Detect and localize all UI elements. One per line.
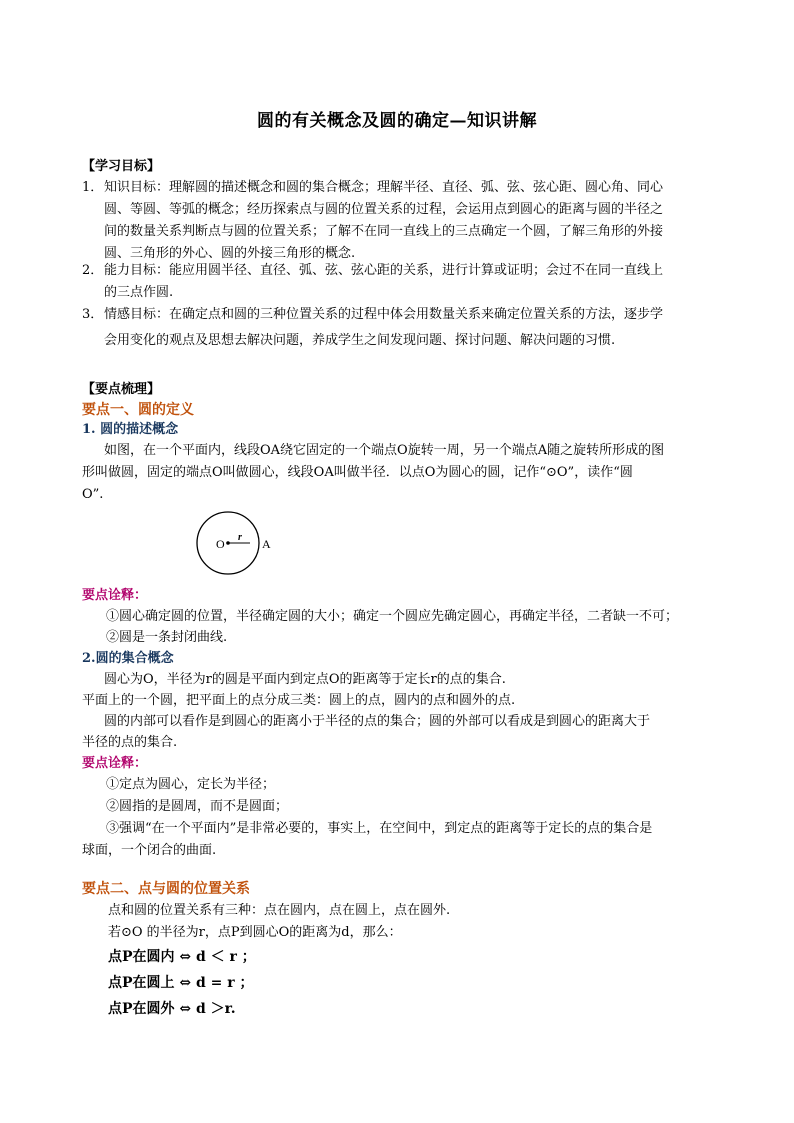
- objective-2-number: 2．: [82, 263, 104, 278]
- circle-figure: [190, 510, 280, 580]
- objective-1-line-3: 间的数量关系判断点与圆的位置关系；了解不在同一直线上的三点确定一个圆，了解三角形的外接: [104, 224, 664, 239]
- sub1-line-3: O”.: [82, 487, 104, 502]
- note1-line-1: ①圆心确定圆的位置，半径确定圆的大小；确定一个圆应先确定圆心，再确定半径，二者缺一不可；: [106, 609, 679, 624]
- note2-title: 要点诠释：: [82, 756, 148, 771]
- sub1-line-1: 如图，在一个平面内，线段OA绕它固定的一个端点O旋转一周，另一个端点A随之旋转所形成的图: [104, 443, 665, 458]
- center-point: [226, 541, 230, 545]
- objective-2-line-2: 的三点作圆.: [104, 285, 174, 300]
- objective-1-number: 1．: [82, 180, 104, 195]
- sub2-line-2: 平面上的一个圆，把平面上的点分成三类：圆上的点，圆内的点和圆外的点.: [82, 693, 516, 708]
- objective-3-line-1: 3．情感目标：在确定点和圆的三种位置关系的过程中体会用数量关系来确定位置关系的方法，逐步学: [82, 304, 663, 326]
- sub1-line-2: 形叫做圆，固定的端点O叫做圆心，线段OA叫做半径．以点O为圆心的圆，记作“⊙O”，读作“圆: [82, 465, 633, 480]
- section1-title: 要点一、圆的定义: [82, 402, 194, 418]
- objective-1-line-1: 1．知识目标：理解圆的描述概念和圆的集合概念；理解半径、直径、弧、弦、弦心距、圆心角、同心: [82, 177, 663, 199]
- objective-1-line-2: 圆、等圆、等弧的概念；经历探索点与圆的位置关系的过程，会运用点到圆心的距离与圆的半径之: [104, 202, 664, 217]
- objective-1-line-4: 圆、三角形的外心、圆的外接三角形的概念.: [104, 246, 356, 261]
- note2-line-1: ①定点为圆心，定长为半径；: [106, 777, 276, 792]
- point-label: A: [262, 537, 271, 551]
- section2-line-1: 点和圆的位置关系有三种：点在圆内，点在圆上，点在圆外.: [108, 903, 451, 918]
- page-title: 圆的有关概念及圆的确定—知识讲解: [257, 111, 537, 131]
- note1-line-2: ②圆是一条封闭曲线.: [106, 630, 228, 645]
- section2-line-2: 若⊙O 的半径为r，点P到圆心O的距离为d，那么：: [108, 925, 402, 940]
- sub2-line-3: 圆的内部可以看作是到圆心的距离小于半径的点的集合；圆的外部可以看成是到圆心的距离大于: [104, 714, 651, 729]
- objective-3-line-2: 会用变化的观点及思想去解决问题，养成学生之间发现问题、探讨问题、解决问题的习惯.: [104, 333, 616, 348]
- objective-2-line-1: 2．能力目标：能应用圆半径、直径、弧、弦、弦心距的关系，进行计算或证明；会过不在同一直线上: [82, 260, 663, 282]
- note2-line-3: ③强调“在一个平面内”是非常必要的，事实上，在空间中，到定点的距离等于定长的点的集合是: [106, 821, 653, 836]
- sub1-title: 1. 圆的描述概念: [82, 422, 179, 437]
- relation-outside: 点P在圆外 ⇔ d ＞r.: [108, 1001, 236, 1017]
- note1-title: 要点诠释：: [82, 588, 148, 603]
- relation-on: 点P在圆上 ⇔ d = r ；: [108, 975, 254, 991]
- sub2-line-1: 圆心为O，半径为r的圆是平面内到定点O的距离等于定长r的点的集合.: [104, 672, 506, 687]
- sub2-line-4: 半径的点的集合.: [82, 735, 178, 750]
- keypoints-heading: 【要点梳理】: [82, 382, 161, 397]
- sub2-title: 2.圆的集合概念: [82, 651, 174, 666]
- radius-label: r: [238, 532, 242, 543]
- center-label: O: [216, 537, 225, 551]
- relation-inside: 点P在圆内 ⇔ d ＜ r ；: [108, 949, 256, 965]
- note2-line-2: ②圆指的是圆周，而不是圆面；: [106, 799, 289, 814]
- objective-3-number: 3．: [82, 307, 104, 322]
- section2-title: 要点二、点与圆的位置关系: [82, 881, 250, 897]
- note2-line-4: 球面，一个闭合的曲面.: [82, 843, 217, 858]
- objectives-heading: 【学习目标】: [82, 159, 161, 174]
